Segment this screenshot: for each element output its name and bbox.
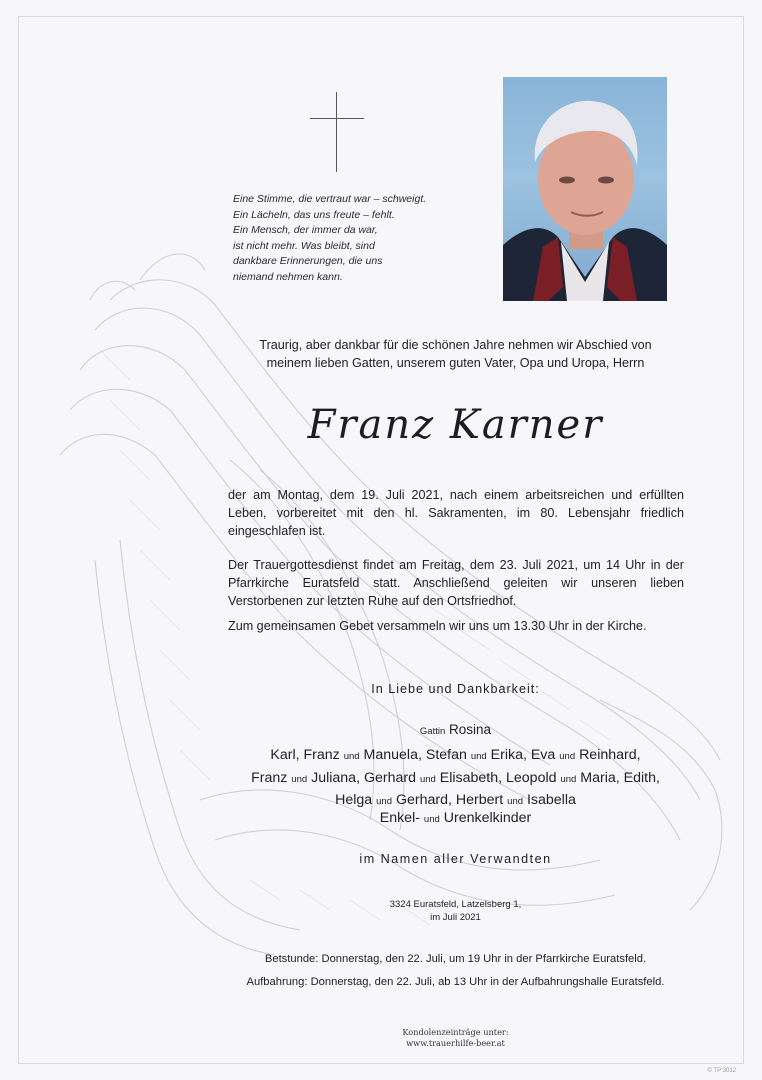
intro-text: [228, 336, 683, 372]
poem-line: niemand nehmen kann.: [233, 270, 343, 283]
address-line: 3324 Euratsfeld, Latzelsberg 1,: [389, 899, 522, 910]
condolence-label: Kondolenzeinträge unter:: [402, 1027, 509, 1037]
print-watermark: © TP 3012: [707, 1068, 736, 1074]
wife-prefix: Gattin: [419, 726, 446, 737]
grandchildren-line: [228, 810, 683, 826]
funeral-service-paragraph: Der Trauergottesdienst findet am Freitag, dem 23. Juli 2021, um 14 Uhr in der Pfarrkirche Euratsfeld statt. Anschließend geleiten wir unseren lieben Verstorbenen zur letzten Ruhe auf den Ortsfriedhof.: [228, 558, 684, 608]
family-names: Elisabeth, Leopold: [439, 769, 557, 786]
poem: [233, 192, 493, 286]
date-line: im Juli 2021: [430, 912, 481, 923]
grandchildren-label: Enkel-: [379, 810, 420, 826]
family-names: Manuela, Stefan: [363, 747, 467, 763]
viewing-note: Aufbahrung: Donnerstag, den 22. Juli, ab 13 Uhr in der Aufbahrungshalle Euratsfeld.: [246, 976, 665, 988]
closing-line: In Liebe und Dankbarkeit:: [371, 682, 540, 696]
death-notice-paragraph: der am Montag, dem 19. Juli 2021, nach einem arbeitsreichen und erfüllten Leben, vorbereitet mit den hl. Sakramenten, im 80. Lebensjahr friedlich eingeschlafen ist.: [228, 488, 684, 538]
conjunction: und: [560, 773, 577, 785]
prayer-paragraph: Zum gemeinsamen Gebet versammeln wir uns um 13.30 Uhr in der Kirche.: [228, 619, 647, 633]
conjunction: und: [419, 773, 436, 785]
portrait-photo: [503, 77, 667, 301]
great-grandchildren-label: Urenkelkinder: [443, 810, 532, 826]
family-names: Maria, Edith,: [580, 769, 660, 786]
conjunction: und: [291, 773, 308, 785]
wife-name: Rosina: [449, 722, 492, 737]
conjunction: und: [343, 751, 360, 762]
poem-line: Eine Stimme, die vertraut war – schweigt.: [233, 193, 427, 205]
family-list: [228, 745, 683, 813]
prayer-hour-note: Betstunde: Donnerstag, den 22. Juli, um 19 Uhr in der Pfarrkirche Euratsfeld.: [264, 953, 647, 965]
family-line-2: [228, 768, 683, 791]
conjunction: und: [423, 814, 440, 825]
conjunction: und: [470, 751, 487, 762]
family-line-1: [228, 745, 683, 768]
family-names: Isabella: [526, 792, 576, 808]
address-block: [228, 898, 683, 924]
family-names: Franz: [251, 769, 288, 786]
family-names: Karl, Franz: [270, 747, 340, 763]
intro-line: meinem lieben Gatten, unserem guten Vater, Opa und Uropa, Herrn: [266, 356, 645, 370]
poem-line: ist nicht mehr. Was bleibt, sind: [233, 239, 375, 252]
poem-line: Ein Mensch, der immer da war,: [233, 224, 378, 237]
family-names: Erika, Eva: [490, 747, 556, 763]
conjunction: und: [559, 751, 576, 762]
wife-line: [228, 722, 683, 737]
cross-icon: [310, 92, 364, 172]
family-names: Gerhard, Herbert: [395, 792, 504, 808]
poem-line: Ein Lächeln, das uns freute – fehlt.: [233, 208, 395, 221]
family-names: Reinhard,: [579, 747, 641, 763]
condolence-link[interactable]: www.trauerhilfe-beer.at: [406, 1038, 505, 1048]
deceased-name: Franz Karner: [307, 402, 604, 448]
conjunction: und: [507, 796, 524, 807]
family-names: Juliana, Gerhard: [311, 769, 416, 786]
poem-line: dankbare Erinnerungen, die uns: [233, 255, 383, 268]
conjunction: und: [376, 796, 392, 807]
footer: [228, 1027, 683, 1049]
family-names: Helga: [335, 792, 373, 808]
intro-line: Traurig, aber dankbar für die schönen Jahre nehmen wir Abschied von: [259, 338, 652, 352]
relatives-line: im Namen aller Verwandten: [359, 852, 552, 866]
